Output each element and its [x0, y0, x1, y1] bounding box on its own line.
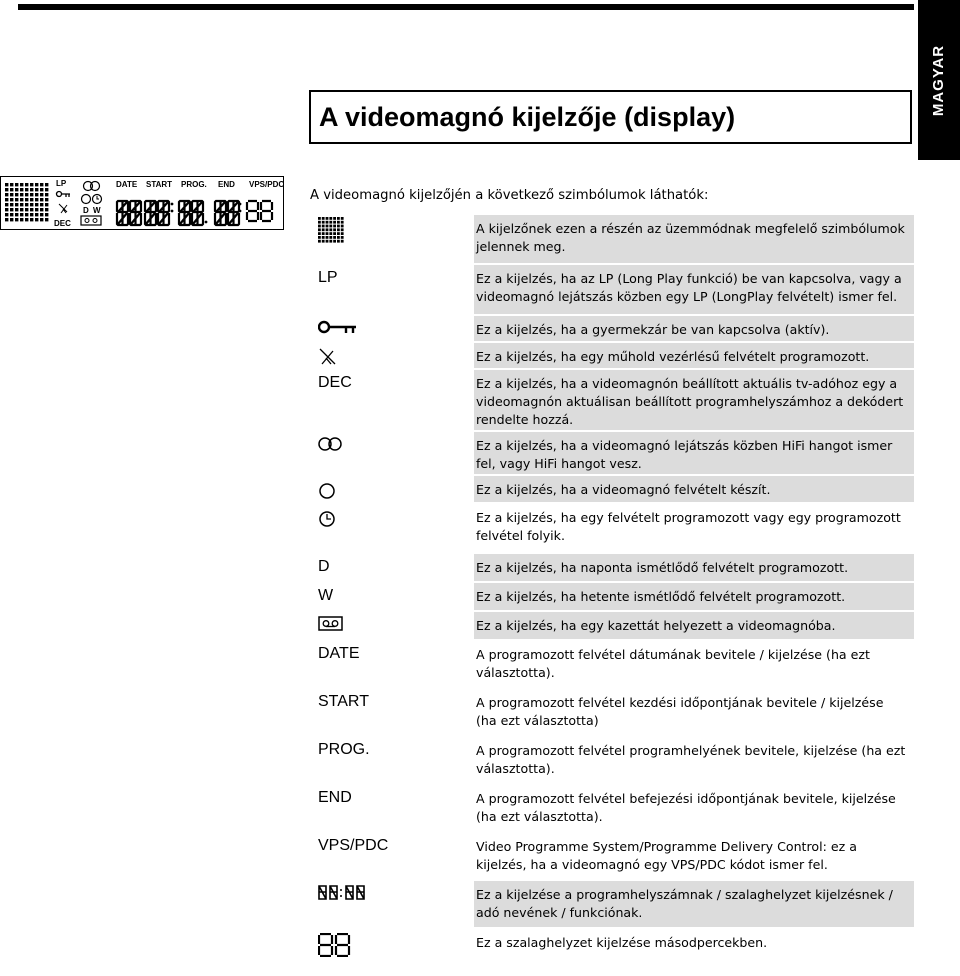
row-description: Ez a kijelzés, ha hetente ismétlődő felvételt programozott. — [474, 583, 914, 610]
hifi-icon — [84, 182, 100, 191]
row-symbol-label: PROG. — [318, 741, 370, 758]
row-description: Ez a kijelzés, ha egy felvételt programozott vagy egy programozott felvétel folyik. — [476, 510, 901, 543]
row-symbol — [318, 436, 344, 452]
symbol-row — [310, 370, 914, 432]
intro-text: A videomagnó kijelzőjén a következő szimbólumok láthatók: — [310, 188, 709, 203]
row-symbol — [318, 587, 333, 605]
row-symbol — [318, 933, 354, 957]
symbol-row — [310, 641, 914, 689]
seconds-digits-icon — [247, 201, 272, 221]
seconds-digits-icon — [318, 933, 354, 957]
row-symbol-label: END — [318, 789, 352, 806]
row-symbol-label: DEC — [318, 374, 352, 391]
symbol-row — [310, 583, 914, 612]
display-lp-label: LP — [56, 179, 67, 188]
language-tab-label: MAGYAR — [930, 44, 948, 116]
display-end-label: END — [218, 180, 235, 189]
timer-icon — [318, 510, 338, 528]
row-symbol — [318, 741, 370, 759]
display-dec-label: DEC — [54, 219, 71, 228]
segment-digits-icon — [318, 885, 368, 901]
row-description: Ez a kijelzés, ha a gyermekzár be van kapcsolva (aktív). — [474, 316, 914, 341]
row-symbol — [318, 510, 338, 528]
row-description: Ez a kijelzés, ha a videomagnó felvételt készít. — [474, 476, 914, 502]
display-graphic — [1, 177, 283, 229]
row-description: Ez a kijelzés, ha a videomagnó lejátszás közben HiFi hangot ismer fel, vagy HiFi hangot vesz. — [474, 432, 914, 474]
cassette-icon — [318, 616, 344, 632]
row-description: Ez a kijelzés, ha naponta ismétlődő felvételt programozott. — [474, 554, 914, 581]
row-description: Ez a kijelzés, ha a videomagnón beállított aktuális tv-adóhoz egy a videomagnón aktuálisan beállított programhelyszámhoz a dekódert rendelte hozzá. — [474, 370, 914, 430]
symbol-row — [310, 215, 914, 265]
row-symbol-label: LP — [318, 269, 338, 286]
row-description: Ez a kijelzés, ha az LP (Long Play funkció) be van kapcsolva, vagy a videomagnó lejátszás közben egy LP (LongPlay felvételt) ismer fel. — [474, 265, 914, 314]
row-description: Ez a kijelzés, ha egy műhold vezérlésű felvételt programozott. — [474, 343, 914, 368]
row-description: A programozott felvétel befejezési időpontjának bevitele, kijelzése (ha ezt választotta). — [476, 791, 896, 824]
row-symbol — [318, 645, 359, 663]
satellite-icon — [318, 347, 338, 367]
row-description: Ez a kijelzés, ha egy kazettát helyezett a videomagnóba. — [474, 612, 914, 639]
record-circle-icon — [318, 482, 338, 500]
display-d-label: D — [83, 206, 89, 215]
row-symbol-label: VPS/PDC — [318, 837, 389, 854]
symbol-row — [310, 432, 914, 476]
row-description: A programozott felvétel programhelyének bevitele, kijelzése (ha ezt választotta). — [476, 743, 906, 776]
row-symbol-label: D — [318, 558, 330, 575]
vcr-display-illustration — [0, 176, 284, 230]
symbol-row — [310, 316, 914, 343]
row-symbol-label: DATE — [318, 645, 360, 662]
symbol-row — [310, 476, 914, 504]
row-symbol-label: W — [318, 587, 334, 604]
symbol-row — [310, 612, 914, 641]
row-symbol — [318, 320, 360, 336]
symbol-row — [310, 881, 914, 929]
language-tab — [918, 0, 960, 160]
row-description: A programozott felvétel kezdési időpontjának bevitele / kijelzése (ha ezt választotta) — [476, 695, 884, 728]
row-description: A kijelzőnek ezen a részén az üzemmódnak megfelelő szimbólumok jelennek meg. — [474, 215, 914, 263]
row-description: Ez a kijelzése a programhelyszámnak / szalaghelyzet kijelzésnek / adó nevének / funkciónak. — [474, 881, 914, 927]
key-icon — [57, 192, 71, 198]
row-description: A programozott felvétel dátumának bevitele / kijelzése (ha ezt választotta). — [476, 647, 870, 680]
symbol-row — [310, 343, 914, 370]
row-symbol — [318, 269, 338, 287]
symbol-row — [310, 554, 914, 583]
dot-matrix-icon — [318, 217, 348, 247]
row-symbol-label: START — [318, 693, 369, 710]
record-circle-icon — [82, 195, 91, 204]
timer-icon — [93, 195, 102, 204]
page-title: A videomagnó kijelzője (display) — [319, 101, 736, 132]
symbol-row — [310, 737, 914, 785]
row-symbol — [318, 374, 352, 392]
display-date-label: DATE — [116, 180, 138, 189]
row-symbol — [318, 347, 338, 367]
title-box — [309, 90, 912, 144]
row-description: Video Programme System/Programme Delivery Control: ez a kijelzés, ha a videomagnó egy VPS/PDC kódot ismer fel. — [476, 839, 857, 872]
row-description: Ez a szalaghelyzet kijelzése másodpercekben. — [476, 935, 768, 950]
symbol-row — [310, 504, 914, 554]
segment-digits-icon — [117, 201, 239, 225]
satellite-icon — [59, 204, 67, 213]
key-icon — [318, 320, 360, 336]
dot-matrix-icon — [5, 183, 48, 221]
symbol-row — [310, 265, 914, 316]
symbol-row — [310, 929, 914, 959]
row-symbol — [318, 837, 388, 855]
symbol-row — [310, 689, 914, 737]
display-w-label: W — [93, 206, 101, 215]
display-prog-label: PROG. — [181, 180, 207, 189]
symbol-row — [310, 833, 914, 881]
symbol-table — [310, 215, 914, 959]
row-symbol — [318, 217, 348, 247]
row-symbol — [318, 558, 330, 576]
row-symbol — [318, 693, 369, 711]
display-start-label: START — [146, 180, 173, 189]
row-symbol — [318, 616, 344, 632]
hifi-icon — [318, 436, 344, 452]
cassette-icon — [81, 216, 101, 225]
display-vpspdc-label: VPS/PDC — [249, 180, 285, 189]
row-symbol — [318, 789, 352, 807]
top-rule — [18, 4, 914, 10]
symbol-row — [310, 785, 914, 833]
row-symbol — [318, 482, 338, 500]
row-symbol — [318, 885, 368, 901]
